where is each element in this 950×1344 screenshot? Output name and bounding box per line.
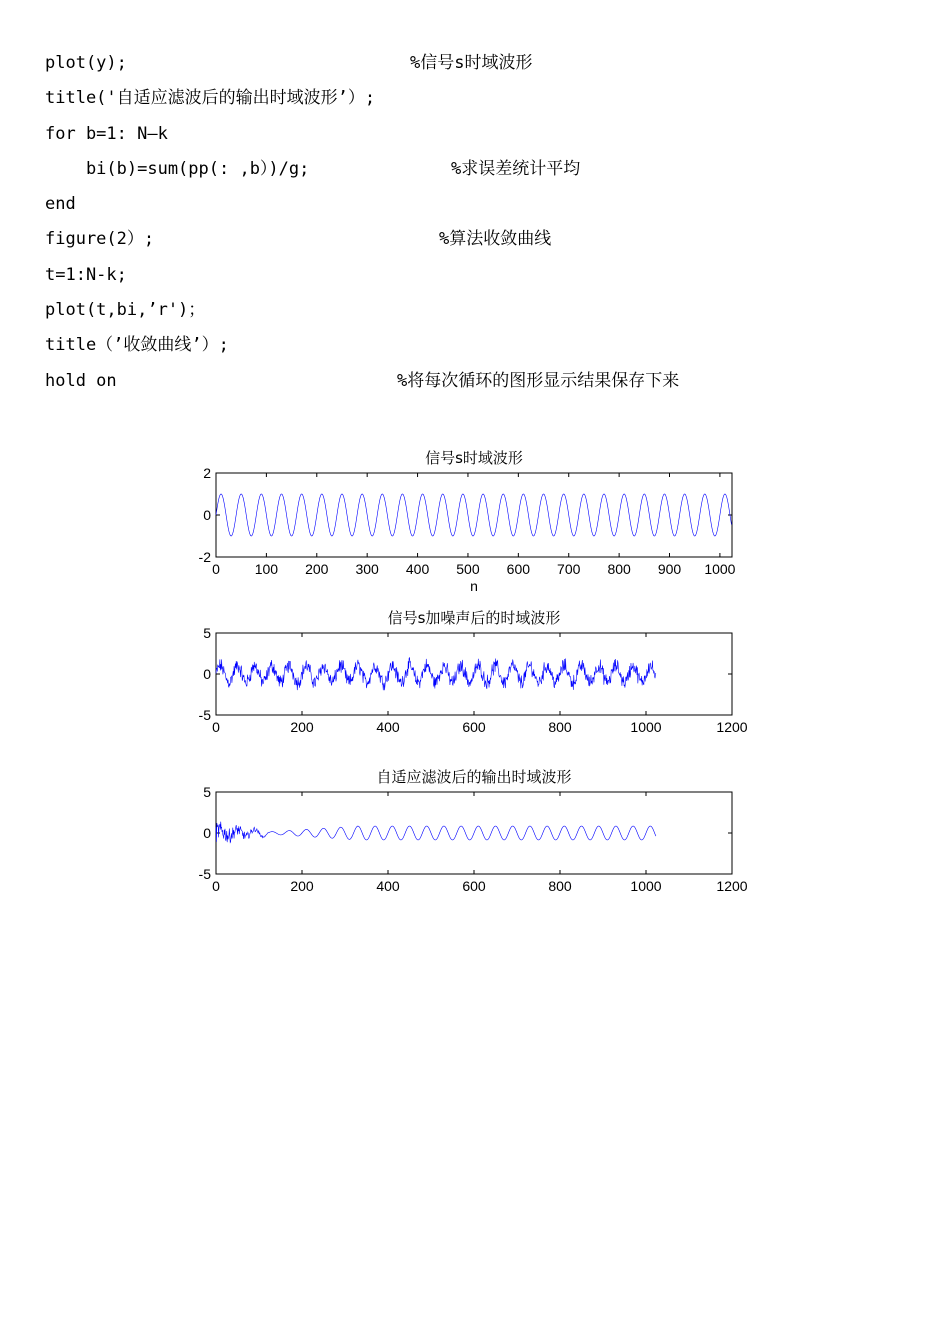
x-tick-label: 800: [548, 878, 572, 894]
code-line: [45, 365, 905, 400]
x-tick-label: 800: [607, 561, 631, 577]
code-line: [45, 329, 905, 364]
plot-title: 自适应滤波后的输出时域波形: [376, 768, 572, 786]
y-tick-label: 0: [203, 507, 211, 523]
code-comment: %算法收敛曲线: [439, 229, 552, 250]
x-tick-label: 600: [462, 878, 486, 894]
code-text: plot(t,bi,’r')；: [45, 300, 206, 321]
code-line: [45, 153, 905, 188]
x-tick-label: 200: [290, 719, 314, 735]
x-tick-label: 600: [462, 719, 486, 735]
code-text: plot(y);: [45, 53, 127, 73]
y-tick-label: -5: [198, 707, 211, 723]
plot-title: 信号s加噪声后的时域波形: [387, 609, 561, 627]
plot-title: 信号s时域波形: [425, 449, 523, 467]
code-text: figure(2）;: [45, 229, 155, 250]
code-line: [45, 47, 905, 82]
code-comment: %将每次循环的图形显示结果保存下来: [397, 370, 680, 391]
plot-2: [199, 609, 748, 735]
code-comment: %信号s时域波形: [410, 53, 533, 73]
code-text: for b=1: N—k: [45, 123, 168, 144]
figure-canvas: [190, 438, 760, 898]
code-text: t=1:N-k;: [45, 264, 127, 285]
y-tick-label: -2: [198, 549, 211, 565]
y-tick-label: 0: [203, 825, 211, 841]
code-line: [45, 294, 905, 329]
x-tick-label: 0: [212, 719, 220, 735]
x-tick-label: 300: [355, 561, 379, 577]
plot-3: [199, 768, 748, 894]
code-text: end: [45, 194, 76, 215]
x-tick-label: 400: [405, 561, 430, 577]
code-text: hold on: [45, 370, 117, 391]
plot-1: [199, 449, 736, 594]
code-text: bi(b)=sum(pp(: ,b）)/g;: [45, 158, 310, 179]
y-tick-label: 2: [203, 465, 211, 481]
x-tick-label: 1000: [630, 719, 662, 735]
matlab-figure: [190, 438, 760, 898]
x-tick-label: 400: [376, 878, 400, 894]
x-tick-label: 1000: [704, 561, 736, 577]
code-text: title（’收敛曲线’）;: [45, 335, 229, 356]
x-tick-label: 800: [548, 719, 572, 735]
x-tick-label: 1200: [716, 719, 748, 735]
x-tick-label: 600: [506, 561, 531, 577]
x-tick-label: 0: [212, 561, 220, 577]
code-line: [45, 188, 905, 223]
y-tick-label: 5: [203, 625, 211, 641]
y-tick-label: 5: [203, 784, 211, 800]
code-text: title('自适应滤波后的输出时域波形’）;: [45, 88, 376, 109]
x-axis-label: n: [470, 578, 478, 594]
x-tick-label: 700: [557, 561, 581, 577]
x-tick-label: 200: [305, 561, 329, 577]
x-tick-label: 100: [254, 561, 279, 577]
x-tick-label: 200: [290, 878, 314, 894]
x-tick-label: 1200: [716, 878, 748, 894]
code-line: [45, 259, 905, 294]
axes-box: [216, 473, 732, 557]
x-tick-label: 1000: [630, 878, 662, 894]
x-tick-label: 500: [456, 561, 480, 577]
code-comment: %求误差统计平均: [451, 158, 581, 179]
y-tick-label: -5: [198, 866, 211, 882]
code-listing: [45, 47, 905, 400]
code-line: [45, 82, 905, 117]
x-tick-label: 0: [212, 878, 220, 894]
x-tick-label: 400: [376, 719, 400, 735]
y-tick-label: 0: [203, 666, 211, 682]
x-tick-label: 900: [657, 561, 682, 577]
code-line: [45, 223, 905, 258]
code-line: [45, 118, 905, 153]
